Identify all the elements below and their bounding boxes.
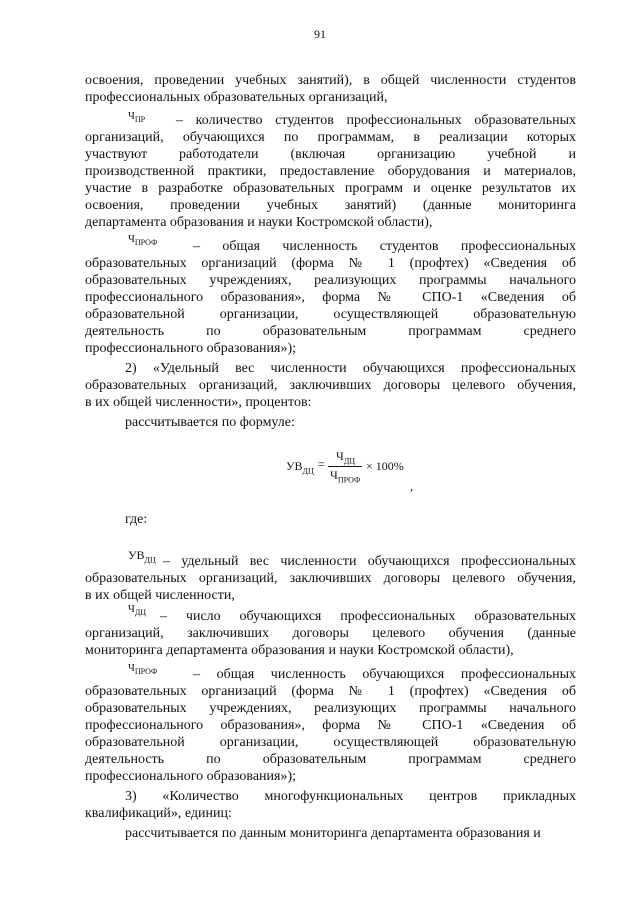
variable-ch-prof-2: $Ч_{ПРОФ}$: [128, 663, 158, 677]
formula-comma: ,: [410, 479, 413, 493]
text-line: участие в разработке образовательных программ и оценке результатов их: [85, 181, 576, 196]
variable-ch-pr: $Ч_{ПР}$: [128, 111, 146, 125]
text-line: образовательных учреждениях, реализующих программы начального: [85, 273, 576, 288]
formula-lhs: $УВ_{ДЦ}$: [286, 459, 314, 476]
text-line: участвуют работодатели (включая организацию учебной и: [85, 147, 576, 162]
text-line: профессионального образования», форма № СПО-1 «Сведения об: [85, 290, 576, 305]
variable-uv-dc: $УВ_{ДЦ}$: [128, 548, 156, 565]
text-line: образовательных организаций (форма № 1 (профтех) «Сведения об: [85, 684, 576, 699]
text-line: профессионального образования»);: [85, 341, 297, 356]
text-line: образовательной организации, осуществляющей образовательную: [85, 735, 576, 750]
text-line: мониторинга департамента образования и науки Костромской области),: [85, 643, 514, 658]
page-number: 91: [314, 27, 326, 41]
text-line: департамента образования и науки Костромской области),: [85, 215, 433, 230]
text-line: профессионального образования»);: [85, 769, 297, 784]
formula-multiplier: × 100%: [366, 459, 404, 473]
text-line: в их общей численности,: [85, 588, 235, 603]
text-line: рассчитывается по формуле:: [125, 415, 295, 430]
text-line: в их общей численности», процентов:: [85, 395, 312, 410]
variable-ch-prof: $Ч_{ПРОФ}$: [128, 234, 158, 248]
text-line: деятельность по образовательным программам среднего: [85, 324, 576, 339]
formula-equals: =: [318, 457, 325, 471]
text-line: освоения, проведении учебных занятий) (данные мониторинга: [85, 198, 576, 213]
text-line: – количество студентов профессиональных образовательных: [176, 113, 576, 128]
text-line: образовательных организаций, заключивших договоры целевого обучения,: [85, 571, 576, 586]
text-line: – общая численность студентов профессиональных: [193, 239, 576, 254]
text-line: рассчитывается по данным мониторинга департамента образования и: [125, 826, 541, 841]
text-line: деятельность по образовательным программам среднего: [85, 752, 576, 767]
text-line: образовательной организации, осуществляющей образовательную: [85, 307, 576, 322]
text-line: производственной практики, предоставление оборудования и материалов,: [85, 164, 576, 179]
text-line: организаций, обучающихся по программам, в реализации которых: [85, 130, 576, 145]
text-line: образовательных организаций (форма № 1 (профтех) «Сведения об: [85, 256, 576, 271]
formula-denominator: $Ч_{ПРОФ}$: [330, 468, 361, 485]
text-line: где:: [125, 512, 148, 527]
text-line: квалификаций», единиц:: [85, 806, 232, 821]
text-line: 2) «Удельный вес численности обучающихся профессиональных: [125, 361, 576, 376]
text-line: – число обучающихся профессиональных образовательных: [160, 609, 576, 624]
text-line: освоения, проведении учебных занятий), в общей численности студентов: [85, 73, 576, 88]
text-line: профессионального образования», форма № СПО-1 «Сведения об: [85, 718, 576, 733]
text-line: организаций, заключивших договоры целевого обучения (данные: [85, 626, 576, 641]
text-line: 3) «Количество многофункциональных центров прикладных: [125, 789, 576, 804]
fraction-bar: [328, 466, 362, 467]
text-line: – общая численность обучающихся профессиональных: [193, 667, 576, 682]
variable-ch-dc: $Ч_{ДЦ}$: [128, 604, 147, 618]
text-line: профессиональных образовательных организаций,: [85, 90, 388, 105]
text-line: – удельный вес численности обучающихся профессиональных: [163, 554, 576, 569]
formula-numerator: $Ч_{ДЦ}$: [336, 449, 356, 466]
text-line: образовательных учреждениях, реализующих программы начального: [85, 701, 576, 716]
text-line: образовательных организаций, заключивших договоры целевого обучения,: [85, 378, 576, 393]
